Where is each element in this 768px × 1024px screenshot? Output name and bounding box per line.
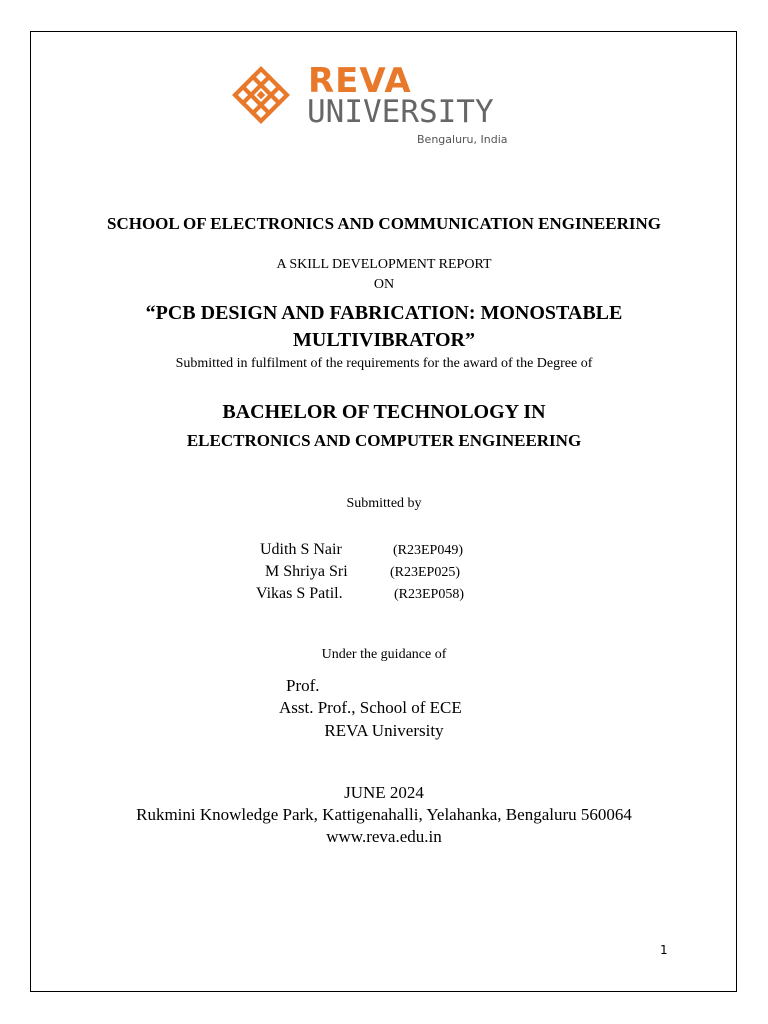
university-website: www.reva.edu.in <box>326 827 442 846</box>
page-number: 1 <box>660 943 668 957</box>
guide-designation: Asst. Prof., School of ECE <box>279 698 462 717</box>
university-address: Rukmini Knowledge Park, Kattigenahalli, Yelahanka, Bengaluru 560064 <box>136 805 632 824</box>
school-heading: SCHOOL OF ELECTRONICS AND COMMUNICATION ENGINEERING <box>107 214 661 233</box>
report-title-line-2: MULTIVIBRATOR” <box>293 329 475 351</box>
report-title-line-1: “PCB DESIGN AND FABRICATION: MONOSTABLE <box>145 302 623 324</box>
submission-note: Submitted in fulfilment of the requirements for the award of the Degree of <box>175 356 593 371</box>
submission-date: JUNE 2024 <box>344 783 424 802</box>
guide-institution: REVA University <box>324 721 444 740</box>
student-id: (R23EP058) <box>394 587 464 602</box>
branch-heading: ELECTRONICS AND COMPUTER ENGINEERING <box>186 431 582 450</box>
reva-logo-knot-icon <box>232 66 290 124</box>
report-on: ON <box>373 277 395 292</box>
report-type: A SKILL DEVELOPMENT REPORT <box>276 257 492 272</box>
student-name: Vikas S Patil. <box>256 585 343 602</box>
guide-name: Prof. <box>286 676 320 695</box>
submitted-by-label: Submitted by <box>346 496 422 511</box>
student-name: Udith S Nair <box>260 541 342 558</box>
logo-wordmark-university: UNIVERSITY <box>307 94 494 130</box>
student-id: (R23EP049) <box>393 543 463 558</box>
logo-city: Bengaluru, India <box>417 133 508 146</box>
student-id: (R23EP025) <box>390 565 460 580</box>
degree-heading: BACHELOR OF TECHNOLOGY IN <box>222 401 546 423</box>
logo-wordmark-reva: REVA <box>308 61 412 101</box>
student-name: M Shriya Sri <box>265 563 348 580</box>
guidance-label: Under the guidance of <box>321 647 447 662</box>
